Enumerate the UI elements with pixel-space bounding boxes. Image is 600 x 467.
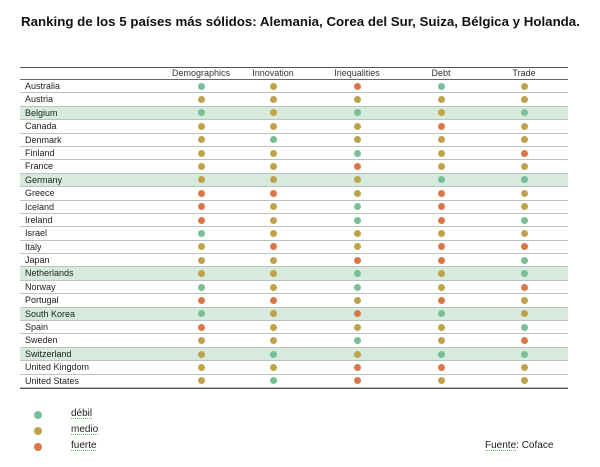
rating-dot-medio (198, 257, 205, 264)
table-row (20, 375, 568, 388)
rating-dot-medio (270, 324, 277, 331)
country-name: Denmark (25, 134, 62, 145)
rating-dot-debil (354, 270, 361, 277)
rating-dot-medio (198, 136, 205, 143)
rating-dot-medio (521, 364, 528, 371)
rating-dot-debil (438, 83, 445, 90)
country-name: Iceland (25, 201, 55, 212)
rating-dot-medio (438, 270, 445, 277)
rating-dot-medio (198, 377, 205, 384)
column-header-innovation: Innovation (252, 68, 294, 78)
table-row (20, 187, 568, 200)
rating-dot-debil (521, 324, 528, 331)
country-name: Japan (25, 255, 50, 266)
rating-dot-medio (270, 310, 277, 317)
rating-dot-medio (521, 136, 528, 143)
rating-dot-medio (198, 176, 205, 183)
rating-dot-medio (270, 203, 277, 210)
rating-dot-medio (198, 123, 205, 130)
rating-dot-debil (521, 109, 528, 116)
rating-dot-debil (198, 284, 205, 291)
rating-dot-medio (354, 190, 361, 197)
rating-dot-fuerte (354, 377, 361, 384)
rating-dot-medio (438, 284, 445, 291)
country-name: Spain (25, 322, 49, 333)
rating-dot-fuerte (270, 190, 277, 197)
rating-dot-fuerte (354, 364, 361, 371)
table-row (20, 120, 568, 133)
table-row (20, 174, 568, 187)
rating-dot-fuerte (198, 297, 205, 304)
legend-label: débil (71, 408, 93, 419)
table-row (20, 160, 568, 173)
rating-dot-fuerte (438, 123, 445, 130)
rating-dot-medio (521, 96, 528, 103)
rating-dot-debil (438, 351, 445, 358)
rating-dot-medio (270, 257, 277, 264)
rating-dot-medio (438, 337, 445, 344)
rating-dot-debil (521, 351, 528, 358)
rating-dot-medio (354, 351, 361, 358)
country-name: Belgium (25, 107, 58, 118)
rating-dot-debil (270, 351, 277, 358)
rating-dot-debil (354, 150, 361, 157)
rating-dot-medio (270, 217, 277, 224)
rating-dot-medio (438, 324, 445, 331)
rating-dot-medio (521, 83, 528, 90)
country-name: South Korea (25, 308, 76, 319)
table-header (20, 68, 568, 79)
rating-dot-medio (198, 243, 205, 250)
rating-dot-debil (198, 230, 205, 237)
legend-dot-medio (34, 427, 42, 435)
table-row (20, 254, 568, 267)
rating-dot-debil (438, 176, 445, 183)
rating-dot-medio (438, 136, 445, 143)
rating-dot-medio (521, 123, 528, 130)
rating-dot-medio (521, 310, 528, 317)
column-header-inequalities: Inequalities (334, 68, 380, 78)
rating-dot-fuerte (198, 324, 205, 331)
rating-dot-medio (270, 109, 277, 116)
country-name: Sweden (25, 335, 58, 346)
rating-dot-medio (270, 123, 277, 130)
table-row (20, 201, 568, 214)
rating-dot-fuerte (438, 297, 445, 304)
country-name: United Kingdom (25, 362, 90, 373)
rating-dot-medio (521, 297, 528, 304)
rating-dot-medio (521, 190, 528, 197)
rating-dot-fuerte (521, 337, 528, 344)
rating-dot-fuerte (198, 190, 205, 197)
rating-dot-medio (354, 297, 361, 304)
rating-dot-fuerte (521, 243, 528, 250)
rating-dot-medio (354, 176, 361, 183)
table-row (20, 147, 568, 160)
table-row (20, 308, 568, 321)
rating-dot-debil (521, 270, 528, 277)
rating-dot-medio (354, 136, 361, 143)
rating-dot-medio (354, 230, 361, 237)
country-name: Netherlands (25, 268, 74, 279)
rating-dot-debil (270, 377, 277, 384)
rating-dot-fuerte (354, 163, 361, 170)
rating-dot-medio (521, 203, 528, 210)
column-header-trade: Trade (512, 68, 536, 78)
rating-dot-debil (354, 109, 361, 116)
rating-dot-debil (198, 83, 205, 90)
rating-dot-debil (354, 337, 361, 344)
column-header-demographics: Demographics (171, 68, 231, 78)
rating-dot-debil (354, 217, 361, 224)
rating-dot-medio (270, 364, 277, 371)
rating-dot-medio (354, 243, 361, 250)
legend-dot-debil (34, 411, 42, 419)
rating-dot-medio (198, 96, 205, 103)
table-row (20, 241, 568, 254)
rating-dot-debil (198, 310, 205, 317)
rating-dot-debil (354, 284, 361, 291)
table-row (20, 80, 568, 93)
rating-dot-medio (438, 96, 445, 103)
country-name: Greece (25, 188, 55, 199)
rating-dot-medio (270, 270, 277, 277)
country-name: Finland (25, 147, 55, 158)
country-name: Israel (25, 228, 48, 239)
rating-dot-fuerte (354, 83, 361, 90)
rating-dot-medio (438, 109, 445, 116)
rating-dot-medio (198, 351, 205, 358)
rating-dot-debil (198, 109, 205, 116)
column-header-debt: Debt (431, 68, 451, 78)
rating-dot-medio (438, 230, 445, 237)
legend-label: medio (71, 424, 99, 435)
table-row (20, 107, 568, 120)
rating-dot-medio (270, 96, 277, 103)
table-row (20, 134, 568, 147)
country-name: Germany (25, 174, 63, 185)
rating-dot-fuerte (438, 257, 445, 264)
rating-dot-medio (354, 96, 361, 103)
rating-dot-medio (198, 163, 205, 170)
country-name: Austria (25, 94, 54, 105)
rating-dot-fuerte (198, 203, 205, 210)
source-note (485, 440, 553, 451)
legend-label: fuerte (71, 440, 97, 451)
rating-dot-medio (198, 364, 205, 371)
table-body (20, 80, 568, 388)
rating-dot-medio (270, 163, 277, 170)
source-rest: : Coface (516, 440, 554, 451)
rating-dot-fuerte (521, 150, 528, 157)
rating-dot-fuerte (438, 364, 445, 371)
table-row (20, 214, 568, 227)
rating-dot-debil (521, 217, 528, 224)
rating-dot-medio (521, 377, 528, 384)
rating-dot-medio (354, 324, 361, 331)
source-key: Fuente (485, 440, 517, 451)
table-row (20, 348, 568, 361)
rating-dot-medio (270, 284, 277, 291)
rating-dot-debil (521, 176, 528, 183)
rating-dot-fuerte (438, 217, 445, 224)
rating-dot-medio (270, 230, 277, 237)
rating-dot-fuerte (438, 190, 445, 197)
table-row (20, 361, 568, 374)
rating-dot-medio (438, 150, 445, 157)
country-name: Switzerland (25, 348, 72, 359)
rating-dot-medio (198, 337, 205, 344)
page-title: Ranking de los 5 países más sólidos: Alemania, Corea del Sur, Suiza, Bélgica y Holanda. (21, 14, 580, 29)
country-name: Canada (25, 121, 57, 132)
rating-dot-medio (198, 270, 205, 277)
rating-dot-fuerte (438, 203, 445, 210)
legend-dot-fuerte (34, 443, 42, 451)
country-name: United States (25, 375, 80, 386)
rating-dot-debil (354, 203, 361, 210)
country-name: Italy (25, 241, 42, 252)
table-row (20, 227, 568, 240)
rating-dot-fuerte (354, 257, 361, 264)
country-name: Ireland (25, 214, 53, 225)
rating-dot-medio (270, 176, 277, 183)
rating-dot-fuerte (438, 243, 445, 250)
country-name: Australia (25, 81, 61, 91)
table-row (20, 294, 568, 307)
rating-dot-fuerte (270, 297, 277, 304)
table-row (20, 93, 568, 106)
rating-dot-medio (438, 377, 445, 384)
rating-dot-medio (270, 337, 277, 344)
rating-dot-medio (521, 163, 528, 170)
rating-dot-medio (270, 150, 277, 157)
rating-dot-fuerte (270, 243, 277, 250)
rating-dot-debil (521, 257, 528, 264)
rating-dot-debil (270, 136, 277, 143)
country-name: Norway (25, 281, 56, 292)
table-bottom-rule (20, 388, 568, 389)
table-row (20, 334, 568, 347)
rating-dot-fuerte (354, 310, 361, 317)
rating-dot-fuerte (521, 284, 528, 291)
rating-dot-medio (354, 123, 361, 130)
table-row (20, 321, 568, 334)
country-name: Portugal (25, 295, 59, 306)
country-name: France (25, 161, 54, 172)
rating-dot-medio (270, 83, 277, 90)
rating-dot-debil (438, 310, 445, 317)
rating-dot-medio (521, 230, 528, 237)
table-row (20, 281, 568, 294)
rating-dot-medio (438, 163, 445, 170)
rating-dot-fuerte (198, 217, 205, 224)
rating-dot-medio (198, 150, 205, 157)
table-row (20, 267, 568, 280)
